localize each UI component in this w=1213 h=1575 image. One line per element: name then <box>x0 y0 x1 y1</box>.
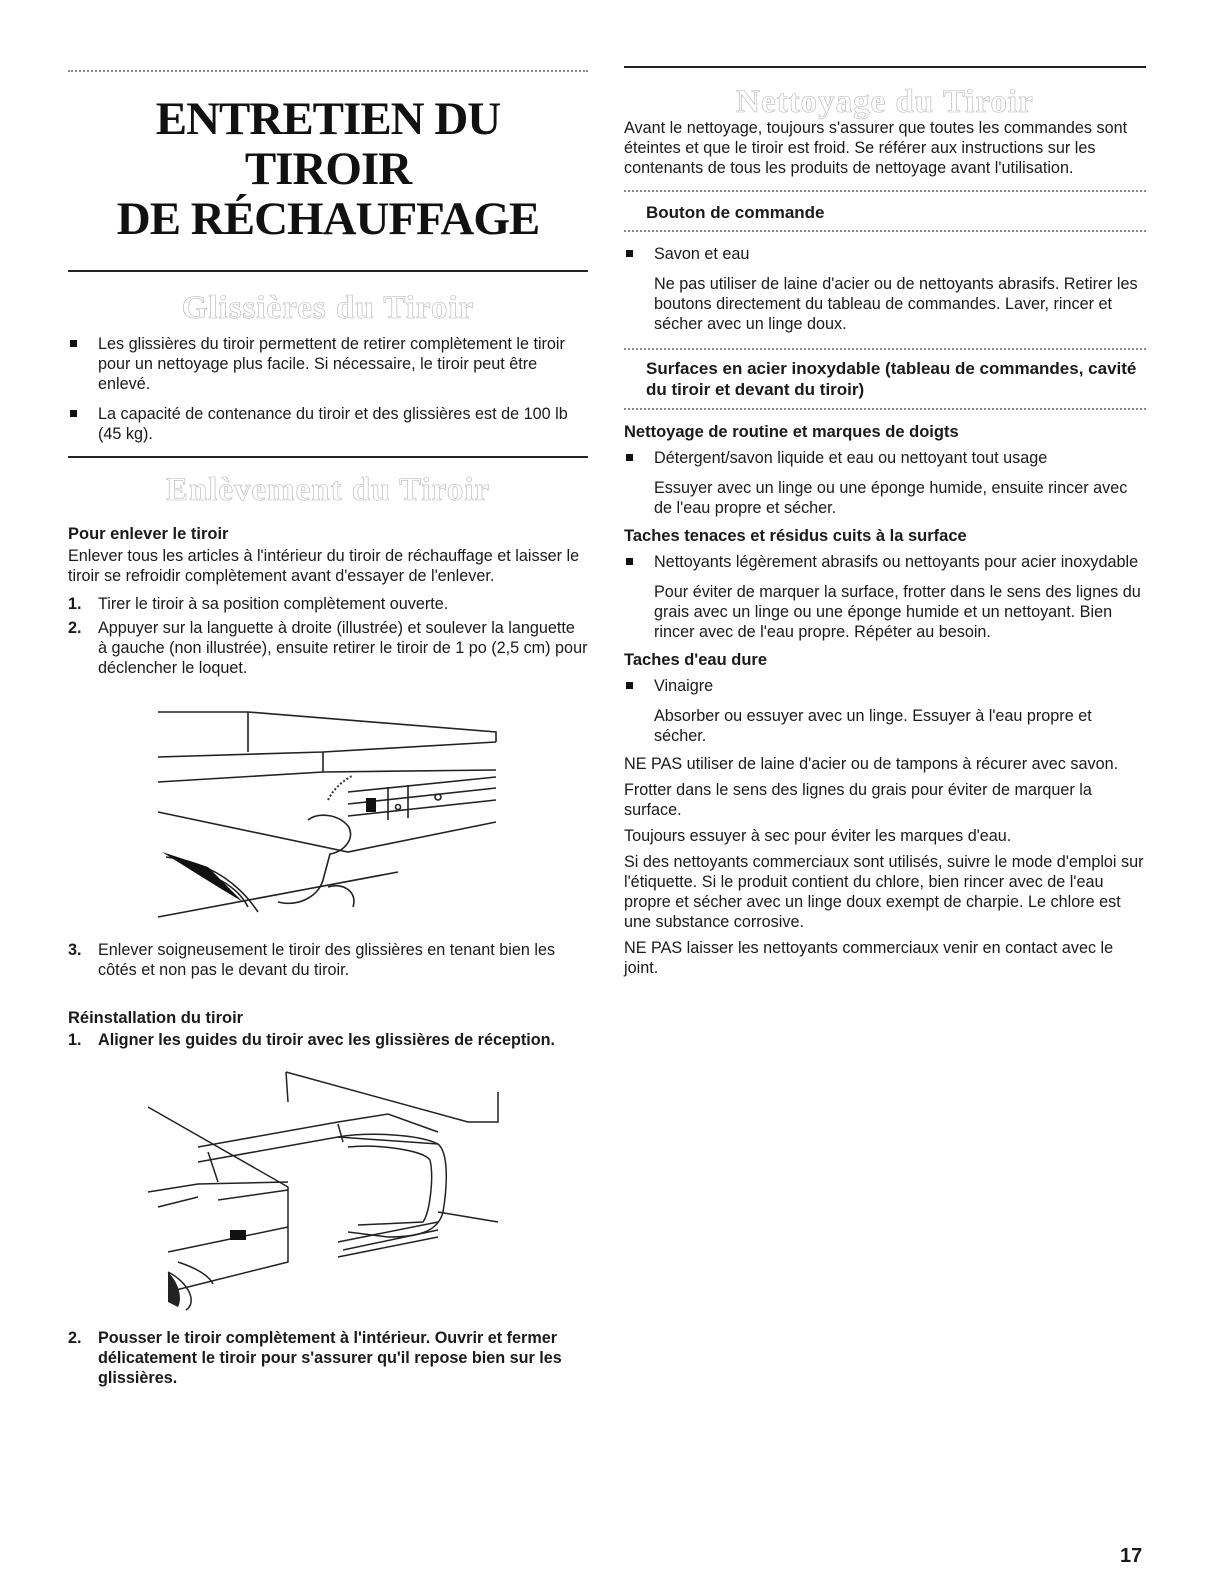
note-5: NE PAS laisser les nettoyants commerciaux venir en contact avec le joint. <box>624 939 1114 977</box>
step-number: 1. <box>68 1031 82 1049</box>
bouton-list <box>624 244 1146 264</box>
enlever-step-1 <box>68 594 588 614</box>
note-1: NE PAS utiliser de laine d'acier ou de tampons à récurer avec savon. <box>624 755 1119 773</box>
surfaces-title: Surfaces en acier inoxydable (tableau de commandes, cavité du tiroir et devant du tiroir) <box>646 359 1137 399</box>
latch-tab <box>366 798 376 812</box>
page-number: 17 <box>1120 1545 1143 1567</box>
step-text: Aligner les guides du tiroir avec les glissières de réception. <box>98 1031 556 1049</box>
bouton-bullet: Savon et eau <box>624 244 1146 264</box>
tenaces-list <box>624 552 1146 572</box>
heading-glissieres: Glissières du Tiroir <box>181 290 475 326</box>
step-text: Enlever soigneusement le tiroir des glissières en tenant bien les côtés et non pas le devant du tiroir. <box>98 941 556 979</box>
title-line-1: ENTRETIEN DU TIROIR <box>155 93 501 195</box>
rule-glissieres <box>68 270 588 272</box>
rule-surfaces-top <box>624 348 1146 350</box>
title-line-2: DE RÉCHAUFFAGE <box>116 193 540 245</box>
reinstall-step-2 <box>68 1328 588 1388</box>
heading-nettoyage: Nettoyage du Tiroir <box>736 84 1034 120</box>
reinstall-step-1 <box>68 1030 588 1050</box>
step-text: Appuyer sur la languette à droite (illustrée) et soulever la languette à gauche (non illustrée), ensuite retirer le tiroir de 1 po (2,5 cm) pour déclencher le loquet. <box>98 619 588 677</box>
rule-enlevement <box>68 456 588 458</box>
pour-enlever-title: Pour enlever le tiroir <box>68 525 229 543</box>
tenaces-title: Taches tenaces et résidus cuits à la surface <box>624 527 967 545</box>
routine-bullet: Détergent/savon liquide et eau ou nettoyant tout usage <box>624 448 1146 468</box>
tenaces-bullet: Nettoyants légèrement abrasifs ou nettoyants pour acier inoxydable <box>624 552 1146 572</box>
step-number: 1. <box>68 595 82 613</box>
top-rule-left <box>68 70 588 72</box>
routine-text: Essuyer avec un linge ou une éponge humide, ensuite rincer avec de l'eau propre et sécher. <box>654 479 1128 517</box>
bouton-text: Ne pas utiliser de laine d'acier ou de nettoyants abrasifs. Retirer les boutons directement du tableau de commandes. Laver, rincer et sécher avec un linge doux. <box>654 275 1138 333</box>
note-4: Si des nettoyants commerciaux sont utilisés, suivre le mode d'emploi sur l'étiquette. Si le produit contient du chlore, bien rincer avec de l'eau propre et sécher avec un linge doux exempt de charpie. Le chlore est une substance corrosive. <box>624 853 1144 931</box>
drawer-latch-illustration <box>148 702 508 922</box>
eau-dure-bullet: Vinaigre <box>624 676 1146 696</box>
eau-dure-list <box>624 676 1146 696</box>
drawer-reinstall-illustration <box>138 1062 518 1312</box>
step-number: 3. <box>68 941 82 959</box>
glissieres-bullet-2: La capacité de contenance du tiroir et des glissières est de 100 lb (45 kg). <box>68 404 588 444</box>
eau-dure-title: Taches d'eau dure <box>624 651 767 669</box>
illustration-reinstall <box>68 1062 588 1312</box>
rule-bouton-top <box>624 190 1146 192</box>
enlever-step-3 <box>68 940 588 980</box>
left-column <box>68 60 588 1388</box>
step-text: Tirer le tiroir à sa position complètement ouverte. <box>98 595 449 613</box>
tenaces-text: Pour éviter de marquer la surface, frotter dans le sens des lignes du grais avec un linge ou une éponge humide et un nettoyant. Bien rincer avec de l'eau propre. Répéter au besoin. <box>654 583 1141 641</box>
step-text: Pousser le tiroir complètement à l'intérieur. Ouvrir et fermer délicatement le tiroir pour s'assurer qu'il repose bien sur les glissières. <box>98 1329 562 1387</box>
eau-dure-text: Absorber ou essuyer avec un linge. Essuyer à l'eau propre et sécher. <box>654 707 1092 745</box>
illustration-latch <box>68 702 588 922</box>
step-number: 2. <box>68 1329 82 1347</box>
routine-list <box>624 448 1146 468</box>
enlever-step-2 <box>68 618 588 678</box>
latch-tab <box>230 1230 246 1240</box>
step-number: 2. <box>68 619 82 637</box>
routine-title: Nettoyage de routine et marques de doigts <box>624 423 959 441</box>
rule-bouton-bottom <box>624 230 1146 232</box>
top-rule-right <box>624 66 1146 68</box>
rule-surfaces-bottom <box>624 408 1146 410</box>
right-column <box>624 60 1146 978</box>
glissieres-list <box>68 334 588 444</box>
note-3: Toujours essuyer à sec pour éviter les marques d'eau. <box>624 827 1012 845</box>
nettoyage-intro: Avant le nettoyage, toujours s'assurer que toutes les commandes sont éteintes et que le tiroir est froid. Se référer aux instructions sur les contenants de tous les produits de nettoyage avant l'utilisation. <box>624 119 1128 177</box>
heading-enlevement: Enlèvement du Tiroir <box>165 472 491 508</box>
bouton-title: Bouton de commande <box>646 203 825 222</box>
glissieres-bullet-1: Les glissières du tiroir permettent de retirer complètement le tiroir pour un nettoyage plus facile. Si nécessaire, le tiroir peut être enlevé. <box>68 334 588 394</box>
pour-enlever-intro: Enlever tous les articles à l'intérieur du tiroir de réchauffage et laisser le tiroir se refroidir complètement avant d'essayer de l'enlever. <box>68 547 580 585</box>
reinstall-title: Réinstallation du tiroir <box>68 1009 244 1027</box>
page-title <box>68 94 588 244</box>
note-2: Frotter dans le sens des lignes du grais pour éviter de marquer la surface. <box>624 781 1092 819</box>
